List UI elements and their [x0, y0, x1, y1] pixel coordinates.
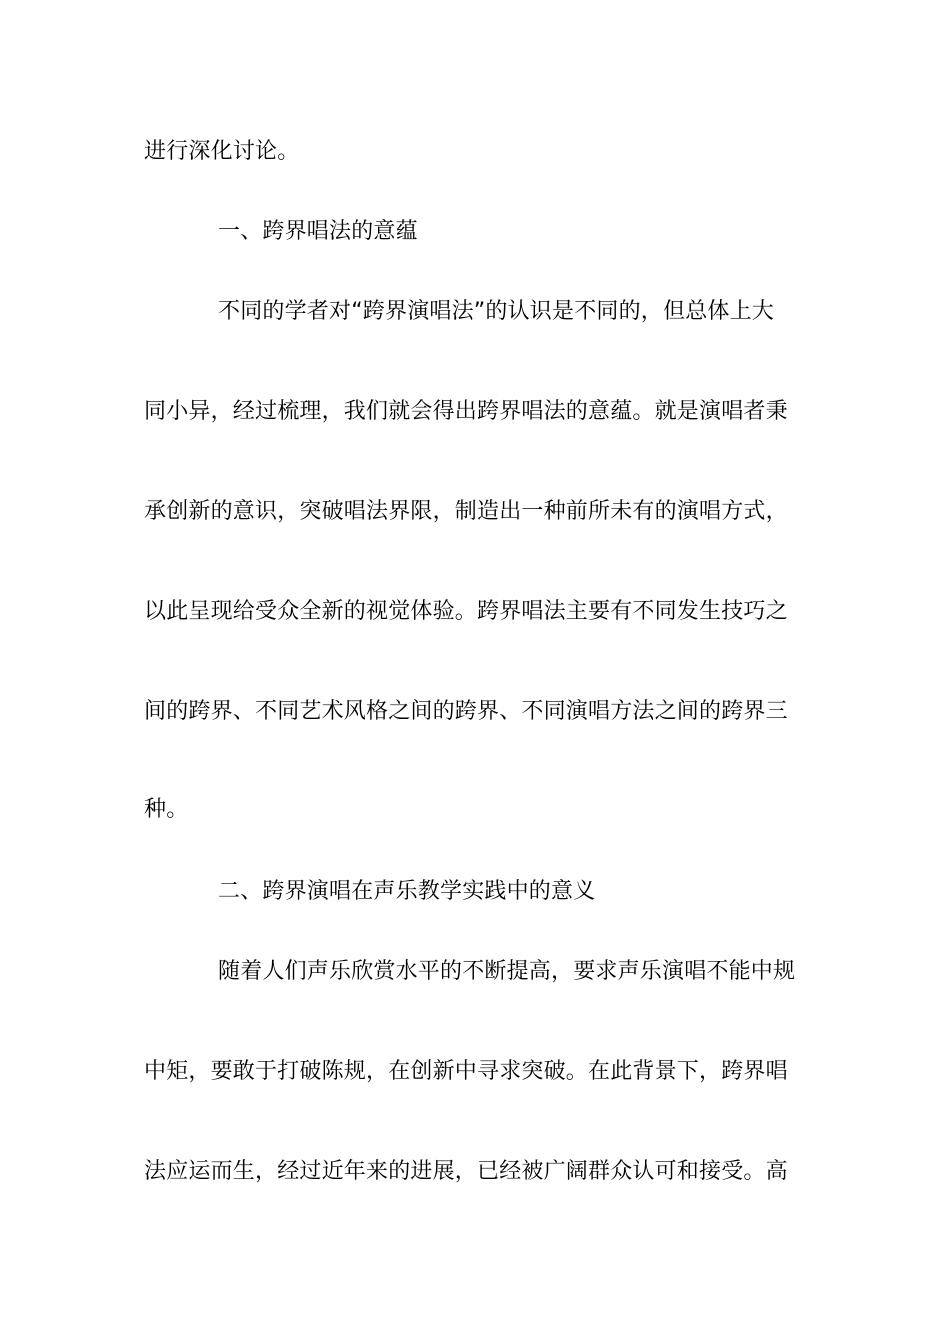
paragraph-1-line-3: 承创新的意识，突破唱法界限，制造出一种前所未有的演唱方式， [144, 499, 788, 524]
paragraph-1-line-1: 不同的学者对“跨界演唱法”的认识是不同的，但总体上大 [218, 299, 774, 324]
paragraph-1-line-5: 间的跨界、不同艺术风格之间的跨界、不同演唱方法之间的跨界三 [144, 699, 788, 724]
paragraph-2-line-1: 随着人们声乐欣赏水平的不断提高，要求声乐演唱不能中规 [218, 959, 796, 984]
paragraph-1-line-4: 以此呈现给受众全新的视觉体验。跨界唱法主要有不同发生技巧之 [144, 599, 788, 624]
paragraph-1-line-2: 同小异，经过梳理，我们就会得出跨界唱法的意蕴。就是演唱者秉 [144, 399, 788, 424]
section-heading-2: 二、跨界演唱在声乐教学实践中的意义 [218, 879, 596, 904]
text-line-continuation: 进行深化讨论。 [144, 139, 300, 164]
paragraph-2-line-2: 中矩，要敢于打破陈规，在创新中寻求突破。在此背景下，跨界唱 [144, 1059, 788, 1084]
paragraph-2-line-3: 法应运而生，经过近年来的进展，已经被广阔群众认可和接受。高 [144, 1159, 788, 1184]
paragraph-1-line-6: 种。 [144, 797, 189, 822]
section-heading-1: 一、跨界唱法的意蕴 [218, 219, 418, 244]
